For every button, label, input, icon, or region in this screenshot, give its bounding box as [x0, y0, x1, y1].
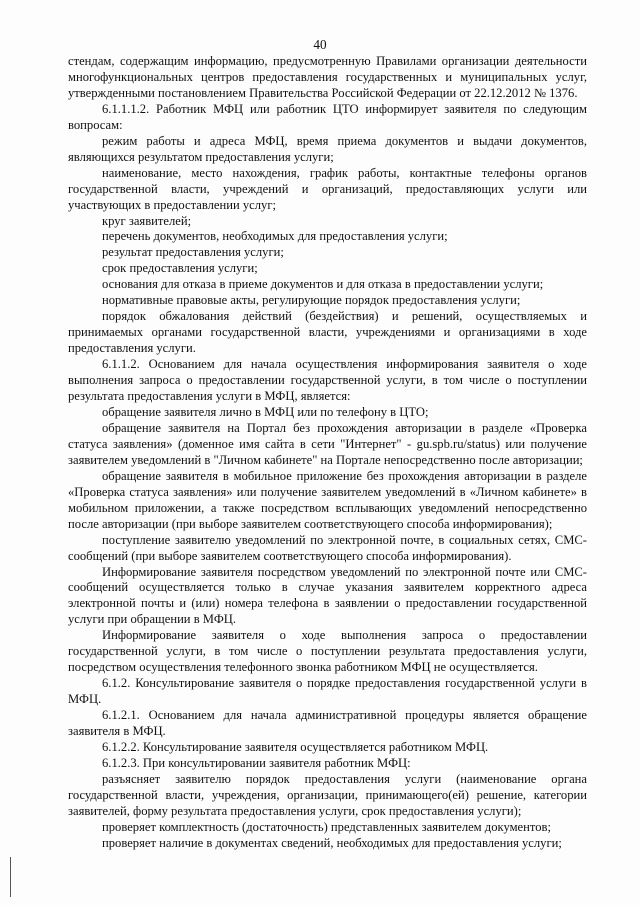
list-item: поступление заявителю уведомлений по электронной почте, в социальных сетях, СМС-сообщений (при выборе заявителем соответствующего способа информирования).: [68, 532, 587, 563]
list-item: круг заявителей;: [102, 213, 192, 228]
list-item: обращение заявителя на Портал без прохождения авторизации в разделе «Проверка статуса заявления» (доменное имя сайта в сети "Интернет" - gu.spb.ru/status) или получение заявителем уведомлений в "Личном кабинете" на Портале непосредственно после авторизации;: [68, 420, 587, 467]
list-item: наименование, место нахождения, график работы, контактные телефоны органов государственной власти, учреждений и организаций, предоставляющих услуги или участвующих в предоставлении услуг;: [68, 165, 587, 212]
list-item: порядок обжалования действий (бездействия) и решений, осуществляемых и принимаемых органами государственной власти, учреждениями и организациями в ходе предоставления услуги.: [68, 309, 587, 356]
list-item: проверяет комплектность (достаточность) представленных заявителем документов;: [102, 819, 551, 834]
paragraph: Информирование заявителя о ходе выполнения запроса о предоставлении государственной услуги, в том числе о поступлении результата предоставления услуги, посредством осуществления телефонного звонка работником МФЦ не осуществляется.: [68, 628, 587, 675]
document-body: [68, 54, 587, 852]
paragraph: 6.1.1.2. Основанием для начала осуществления информирования заявителя о ходе выполнения запроса о предоставлении государственной услуги, в том числе о поступлении результата предоставления услуги в МФЦ, является:: [68, 357, 587, 404]
list-item: основания для отказа в приеме документов и для отказа в предоставлении услуги;: [102, 277, 544, 292]
list-item: нормативные правовые акты, регулирующие порядок предоставления услуги;: [102, 293, 521, 308]
list-item: срок предоставления услуги;: [102, 261, 258, 276]
paragraph: 6.1.2.1. Основанием для начала административной процедуры является обращение заявителя в МФЦ.: [68, 708, 587, 739]
list-item: проверяет наличие в документах сведений, необходимых для предоставления услуги;: [102, 835, 562, 850]
list-item: обращение заявителя в мобильное приложение без прохождения авторизации в разделе «Проверка статуса заявления» или получение заявителем уведомлений в «Личном кабинете» в мобильном приложении, а также посредством всплывающих уведомлений непосредственно после авторизации (при выборе заявителем соответствующего способа информирования);: [68, 468, 587, 531]
list-item: разъясняет заявителю порядок предоставления услуги (наименование органа государственной власти, учреждения, организации, принимающего(ей) решение, категории заявителей, форму результата предоставления услуги, срок предоставления услуги);: [68, 771, 587, 818]
list-item: обращение заявителя лично в МФЦ или по телефону в ЦТО;: [102, 404, 429, 419]
paragraph: 6.1.2.2. Консультирование заявителя осуществляется работником МФЦ.: [102, 739, 489, 754]
list-item: результат предоставления услуги;: [102, 245, 284, 260]
page-number: 40: [313, 37, 327, 52]
paragraph: 6.1.1.1.2. Работник МФЦ или работник ЦТО информирует заявителя по следующим вопросам:: [68, 101, 587, 132]
scan-margin-line: [10, 857, 11, 897]
list-item: перечень документов, необходимых для предоставления услуги;: [102, 229, 448, 244]
section-heading: 6.1.2. Консультирование заявителя о порядке предоставления государственной услуги в МФЦ.: [68, 676, 587, 707]
paragraph: стендам, содержащим информацию, предусмотренную Правилами организации деятельности многофункциональных центров предоставления государственных и муниципальных услуг, утвержденными постановлением Правительства Российской Федерации от 22.12.2012 № 1376.: [68, 54, 587, 100]
paragraph: 6.1.2.3. При консультировании заявителя работник МФЦ:: [102, 755, 411, 770]
list-item: режим работы и адреса МФЦ, время приема документов и выдачи документов, являющихся результатом предоставления услуги;: [68, 133, 587, 164]
paragraph: Информирование заявителя посредством уведомлений по электронной почте или СМС-сообщений осуществляется только в случае указания заявителем корректного адреса электронной почты и (или) номера телефона в заявлении о предоставлении государственной услуги при обращении в МФЦ.: [68, 564, 587, 627]
